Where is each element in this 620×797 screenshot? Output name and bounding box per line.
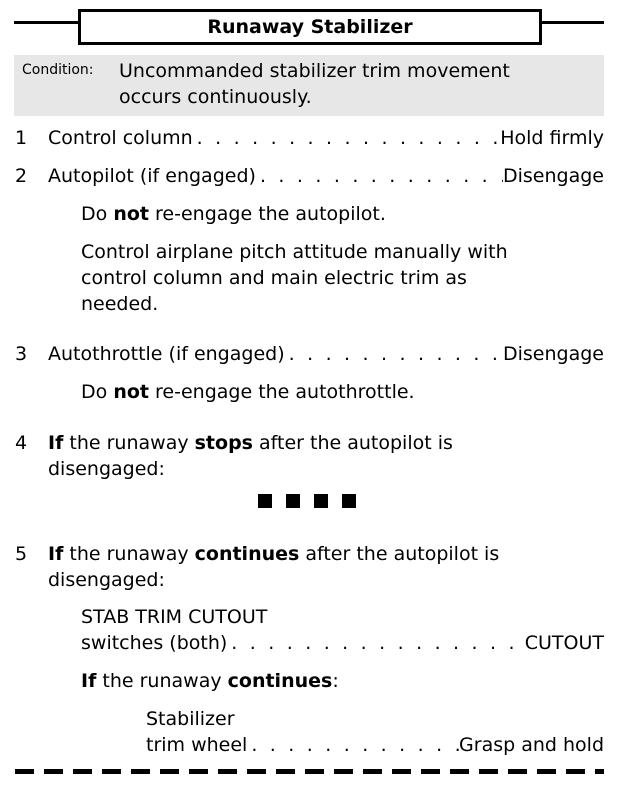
condition-box (14, 55, 604, 116)
step-2-note-1-pre: Do (81, 203, 108, 225)
step-2-item: Autopilot (if engaged) (48, 165, 256, 187)
stab-trim-action: CUTOUT (524, 632, 604, 654)
condition-line-2: occurs continuously. (119, 86, 312, 108)
step-3-leader-dots (285, 341, 503, 367)
step-2-note-2-line-2: control column and main electric trim as (81, 267, 467, 289)
step-3-note-pre: Do (81, 381, 108, 403)
step-5-sub-bold: continues (227, 670, 333, 692)
step-5-text (48, 541, 499, 593)
step-5-line-1 (48, 541, 499, 567)
step-1-row (48, 125, 604, 151)
step-2-note-2-line-1: Control airplane pitch attitude manually with (81, 241, 508, 263)
title-rule-right (542, 21, 604, 24)
step-4-number: 4 (15, 432, 28, 454)
step-2-action: Disengage (503, 165, 604, 187)
step-4-text-2: after the autopilot is (259, 432, 453, 454)
title-text: Runaway Stabilizer (207, 16, 413, 38)
stab-trim-line-1: STAB TRIM CUTOUT (81, 606, 268, 628)
trim-wheel-line-1: Stabilizer (146, 708, 235, 730)
end-of-branch-marker (258, 494, 356, 508)
step-4-text-1: the runaway (69, 432, 189, 454)
condition-label: Condition: (22, 62, 94, 78)
end-square (342, 494, 356, 508)
step-5-sub-colon: : (332, 670, 339, 692)
stab-trim-item: switches (both) (81, 632, 228, 654)
end-square (258, 494, 272, 508)
step-3-action: Disengage (503, 343, 604, 365)
step-5-sub-if: If (81, 670, 97, 692)
step-4-line-2: disengaged: (48, 458, 165, 480)
step-5-bold: continues (194, 543, 300, 565)
step-5-number: 5 (15, 543, 28, 565)
stab-trim-leader-dots (227, 630, 524, 656)
condition-line-1: Uncommanded stabilizer trim movement (119, 60, 510, 82)
step-1-number: 1 (15, 127, 28, 149)
step-5-line-2: disengaged: (48, 569, 165, 591)
trim-wheel-item: trim wheel (146, 734, 248, 756)
step-3-number: 3 (15, 343, 28, 365)
step-1-action: Hold firmly (500, 127, 604, 149)
step-1-item: Control column (48, 127, 193, 149)
title-rule-left (14, 21, 78, 24)
step-2-note-2 (81, 239, 508, 317)
step-2-note-2-line-3: needed. (81, 293, 159, 315)
end-square (286, 494, 300, 508)
step-4-bold: stops (194, 432, 253, 454)
step-4-text (48, 430, 453, 482)
step-3-note-post: re-engage the autothrottle. (155, 381, 415, 403)
step-2-number: 2 (15, 165, 28, 187)
step-5-if: If (48, 543, 64, 565)
step-3-row (48, 341, 604, 367)
step-5-text-1: the runaway (69, 543, 189, 565)
step-3-note-bold: not (113, 381, 149, 403)
end-of-checklist-rule (15, 769, 604, 774)
trim-wheel-row (146, 732, 604, 758)
step-5-sub-text: the runaway (102, 670, 222, 692)
step-4-if: If (48, 432, 64, 454)
step-2-leader-dots (256, 163, 503, 189)
step-2-note-1-post: re-engage the autopilot. (155, 203, 386, 225)
stab-trim-row (81, 630, 604, 656)
step-3-note (81, 379, 415, 405)
step-3-item: Autothrottle (if engaged) (48, 343, 285, 365)
end-square (314, 494, 328, 508)
step-2-note-1-bold: not (113, 203, 149, 225)
checklist-title (78, 9, 542, 45)
step-1-leader-dots (193, 125, 501, 151)
condition-text (119, 58, 510, 110)
step-2-note-1 (81, 201, 386, 227)
trim-wheel-leader-dots (247, 732, 459, 758)
step-2-row (48, 163, 604, 189)
step-5-text-2: after the autopilot is (305, 543, 500, 565)
trim-wheel-action: Grasp and hold (459, 734, 604, 756)
step-4-line-1 (48, 430, 453, 456)
step-5-sub-condition (81, 668, 339, 694)
